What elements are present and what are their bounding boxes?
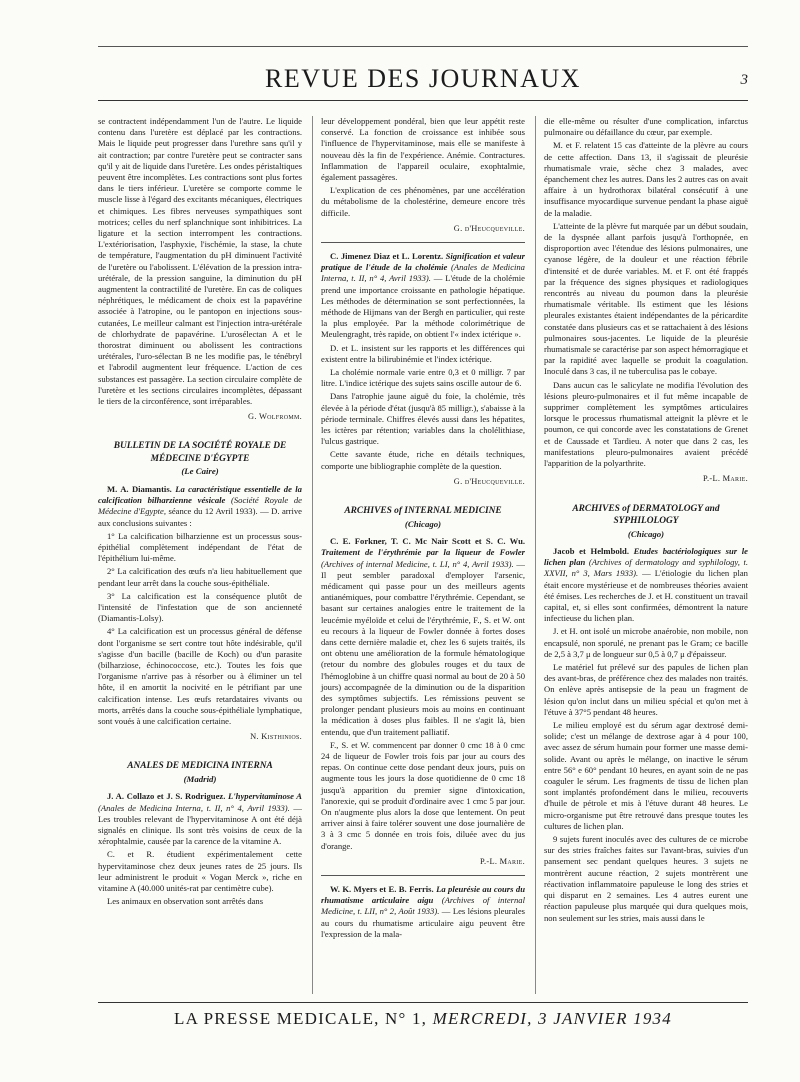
section-location: (Chicago) <box>404 518 442 529</box>
signature: G. Wolfromm. <box>247 412 302 422</box>
journal-title: REVUE DES JOURNAUX <box>265 64 581 93</box>
paragraph: 4° La calcification est un processus général de défense dont l'organisme se sert contre tout hôte indésirable, qu'il s'agisse d'un bacille (bacille de Koch) ou d'un parasite (bilharziose, échinococcose, etc.). Toutes les fois que l'organisme n'arrive pas à résorber ou à éliminer un tel hôte, il en amortit la nocivité en le pétrifiant par une calcification intense. Les œufs retardataires vivants ou morts, arrêtés dans la couche sous-épithéliale lymphatique, sont voués à une calcification certaine. <box>98 626 302 727</box>
article-lead: — L'étude de la cholémie prend une importance croissante en pathologie hépatique. Les méthodes de détermination se sont perfectionnées, la méthode de Hijmans van der Bergh en particulier, qui reste la plus employée. Par la méthode colorimétrique de Meulengraght, très rapide, on obtient l'« index ictérique ». <box>321 273 525 340</box>
page-header <box>98 56 748 101</box>
article-title: La pleurésie au cours du rhumatisme articulaire aigu <box>321 883 525 906</box>
section-location: (Madrid) <box>183 773 217 784</box>
article-header <box>321 884 525 940</box>
article-title: La caractéristique essentielle de la calcification bilharzienne vésicale <box>98 483 302 506</box>
paragraph: F., S. et W. commencent par donner 0 cmc 18 à 0 cmc 24 de liqueur de Fowler trois fois par jour au cours des repas. On continue cette dose pendant deux jours, puis on augmente tous les jours la dose quotidienne de 0 cmc 18 jusqu'à apparition du premier signe d'intoxication, l'anorexie, qui se produit d'ordinaire avec 1 cmc 5 par jour. On n'augmente plus alors la dose que lentement. On peut arriver ainsi à faire tolérer souvent une dose journalière de 3 à 3 cmc 5 donnée en trois fois, diluée avec du jus d'orange. <box>321 739 525 851</box>
section-heading <box>321 505 525 530</box>
section-title: ANALES DE MEDICINA INTERNA <box>127 761 273 772</box>
paragraph: D. et L. insistent sur les rapports et les différences qui existent entre la bilirubinémie et l'index ictérique. <box>321 342 525 364</box>
paragraph: Le matériel fut prélevé sur des papules de lichen plan des avant-bras, de préférence chez des malades non traités. On enlève après antisepsie de la peau un fragment de lésion qu'on inclut dans un milieu spécial et qu'on met à l'étuve à 37°5 pendant 48 heures. <box>544 662 748 717</box>
article-lead: — Il peut sembler paradoxal d'employer l'arsenic, médicament qui passe pour un des meilleurs agents antianémiques, pour combattre l'érythrémie. Cependant, se basant sur certaines analogies entre le traitement de la leucémie myéloïde et celui de l'érythrémie, F., S. et W. ont eu recours à la liqueur de Fowler donnée à fortes doses dans cette dernière maladie et, chez les 6 sujets traités, ils ont obtenu une amélioration de la formule hématologique (retour du nombre des globules rouges et du taux de l'hémoglobine à un chiffre quasi normal au bout de 20 à 50 jours) accompagnée de la diminution ou de la disparition des symptômes subjectifs. Les rémissions peuvent se prolonger pendant plusieurs mois au moins en continuant la médication à doses plus faibles. Il ne s'agit là, bien entendu, que d'un traitement palliatif. <box>321 558 525 737</box>
article-separator <box>321 875 525 876</box>
page-footer <box>98 1002 748 1033</box>
paragraph: die elle-même ou résulter d'une complication, infarctus pulmonaire ou défaillance du cœur, par exemple. <box>544 116 748 138</box>
section-location: (Le Caire) <box>181 466 219 477</box>
article-separator <box>321 242 525 243</box>
top-rule <box>98 46 748 47</box>
paragraph: L'atteinte de la plèvre fut marquée par un début soudain, de la dyspnée allant parfois jusqu'à l'orthopnée, en disproportion avec l'étendue des lésions pulmonaires, une cyanose légère, de la douleur et une réaction fébrile d'intensité et de durée variables. M. et F. ont été frappés par la fréquence des signes physiques et radiologiques rencontrés au niveau du poumon dans la pleurésie rhumatismale véritable. Ils estiment que les lésions pleurales existantes étaient indépendantes de la péricardite constatée dans plusieurs cas et se rattachaient à des lésions pulmonaires sous-jacentes. Le liquide de la pleurésie rhumatismale se caractérise par son aspect hémorragique et par la rapidité avec laquelle se produit la coagulation. Inoculé dans 3 cas, il ne tuberculisa pas le cobaye. <box>544 220 748 377</box>
article-title: Etudes bactériologiques sur le lichen plan <box>544 546 748 568</box>
article-lead: séance du 12 Avril 1933). — D. arrive aux conclusions suivantes : <box>98 506 302 528</box>
article-reference: (Archives of internal Medicine, t. LII, n° 2, Août 1933). <box>321 895 525 917</box>
article-authors: C. E. Forkner, T. C. Mc Nair Scott et S. C. Wu. <box>330 536 525 547</box>
section-heading <box>544 503 748 541</box>
article-reference: (Société Royale de Médecine d'Egypte, <box>98 495 302 517</box>
article-lead: — Les troubles relevant de l'hypervitaminose A ont été déjà signalés en clinique. Ils sont très voisins de ceux de la xérophtalmie, causée par la carence de la vitamine A. <box>98 802 302 847</box>
signature: P.-L. Marie. <box>479 856 525 866</box>
footer-date: MERCREDI, 3 JANVIER <box>432 1009 628 1028</box>
section-heading <box>98 440 302 478</box>
paragraph: 2° La calcification des œufs n'a lieu habituellement que pendant leur arrêt dans la couche sous-épithéliale. <box>98 566 302 588</box>
signature: G. d'Heucqueville. <box>453 223 525 233</box>
paragraph: M. et F. relatent 15 cas d'atteinte de la plèvre au cours de cette affection. Dans 13, il s'agissait de pleurésie rhumatismale vraie, sèche chez 3 malades, avec épanchement chez les autres. Dans les 2 autres cas on avait affaire à un hydrothorax bilatéral consécutif à une insuffisance myocardique survenue pendant la phase aiguë de la maladie. <box>544 140 748 218</box>
paragraph: se contractent indépendamment l'un de l'autre. Le liquide contenu dans l'uretère est déplacé par les contractions. Mais le liquide peut progresser dans l'urethre sans qu'il y ait contraction; par contre l'uretère peut se contracter sans qu'il y ait de liquide dans l'uretère. Les ondes péristaltiques peuvent être incomplètes. Les contractions sont plus fortes dans le tiers inférieur. L'uretère se comporte comme le muscle lisse à l'égard des excitants mécaniques, électriques et chimiques. Les fibres nerveuses sympathiques sont motrices; celles du nerf splanchnique sont inhibitrices. La ligature et la section interrompent les contractions. L'extériorisation, l'asphyxie, l'ischémie, la stase, la chute de température, l'augmentation du pH diminuent l'activité de l'uretère ou l'abolissent. L'élévation de la pression intra-urétérale, de la pression sanguine, la diminution du pH augmentent la contractilité de l'uretère. En cas de coliques néphrétiques, le médicament de choix est la papavérine associée à l'atropine, ou le pantopon en injections sous-cutanées, Le meilleur calmant est l'injection intra-urétérale de chlorhydrate de papavérine. L'urosélectan A et le thorostrat diminuent ou abolissent les contractions urétérales, l'uro-sélectan B ne les modifie pas, le ténébryl et l'abrodil augmentent leur fréquence. L'action de ces substances est passagère. La section circulaire complète de l'uretère et les sections circulaires incomplètes, dépassant le tiers de la circonférence, sont irréparables. <box>98 116 302 407</box>
article-authors: Jacob et Helmbold. <box>553 546 629 556</box>
footer-publication: LA PRESSE MEDICALE, N° 1, <box>174 1009 428 1028</box>
article-lead: — Les lésions pleurales au cours du rhumatisme articulaire aigu peuvent être l'expression de la mala- <box>321 906 525 939</box>
article-authors: C. Jimenez Diaz et L. Lorentz. <box>330 251 444 262</box>
article-title: Signification et valeur pratique de l'étude de la cholémie <box>321 251 525 273</box>
paragraph: J. et H. ont isolé un microbe anaérobie, non mobile, non encapsulé, non sporulé, ne prenant pas le Gram; ce bacille de 2,5 à 3,7 μ de longueur sur 0,5 à 0,7 μ d'épaisseur. <box>544 626 748 659</box>
footer-year: 1934 <box>633 1009 672 1028</box>
article-header <box>544 546 748 624</box>
section-title: ARCHIVES of DERMATOLOGY and SYPHILOLOGY <box>572 503 720 526</box>
paragraph: leur développement pondéral, bien que leur appétit reste conservé. La fonction de croissance est inhibée sous l'influence de l'hypervitaminose, mais elle se manifeste à nouveau dès la fin de l'expérience. Anémie. Contractures. Inflammation de l'appareil oculaire, exophtalmie, également passagères. <box>321 116 525 183</box>
article-authors: J. A. Collazo et J. S. Rodriguez. <box>107 791 226 802</box>
section-title: ARCHIVES of INTERNAL MEDICINE <box>344 506 502 517</box>
article-reference: (Archives of internal Medicine, t. LI, n° 4, Avril 1933). <box>321 558 514 569</box>
article-columns <box>98 116 748 994</box>
section-location: (Chicago) <box>627 528 665 539</box>
page-number: 3 <box>740 72 748 88</box>
paragraph: 9 sujets furent inoculés avec des cultures de ce microbe sur des stries fraîches faites sur l'avant-bras, suivies d'un pansement sec pendant quelques heures. 3 sujets ne montrèrent aucune réaction, 2 sujets montrèrent une réactivation inflammatoire papuleuse le long des stries et qui disparut en 2 semaines. Les 4 autres eurent une réaction papuleuse plus marquée qui dura quelques mois, non seulement sur les stries, mais aussi dans le <box>544 834 748 923</box>
column-1 <box>98 116 302 994</box>
article-reference: (Anales de Medicina Interna, t. II, n° 4, Avril 1933). <box>321 262 525 284</box>
section-heading <box>98 760 302 785</box>
article-authors: W. K. Myers et E. B. Ferris. <box>330 883 434 894</box>
paragraph: Cette savante étude, riche en détails techniques, comporte une bibliographie complète de la question. <box>321 449 525 471</box>
article-title: L'hypervitaminose A <box>228 791 302 802</box>
signature: G. d'Heucqueville. <box>453 476 525 486</box>
article-header <box>98 791 302 847</box>
paragraph: 1° La calcification bilharzienne est un processus sous-épithélial complètement indépendant de l'état de l'épithélium lui-même. <box>98 530 302 564</box>
article-reference: (Archives of dermatology and syphilology, t. XXVII, n° 3, Mars 1933). <box>544 557 748 579</box>
paragraph: Dans l'atrophie jaune aiguë du foie, la cholémie, très élevée à la période d'état (jusqu'à 85 milligr.), s'abaisse à la période terminale. Chiffres élevés aussi dans les hépatites, les ictères par rétention; variables dans la cholélithiase, l'ulcus gastrique. <box>321 391 525 447</box>
paragraph: L'explication de ces phénomènes, par une accélération du métabolisme de la cholestérine, demeure encore très difficile. <box>321 185 525 218</box>
footer-imprint <box>98 1009 748 1029</box>
article-lead: — L'étiologie du lichen plan était encore mystérieuse et de nombreuses théories avaient été émises. Les recherches de J. et H. constituent un travail capital, et, si elles sont confirmées, démontrent la nature infectieuse du lichen plan. <box>544 568 748 624</box>
section-title: BULLETIN DE LA SOCIÉTÉ ROYALE DE MÉDECINE D'ÉGYPTE <box>113 441 287 464</box>
paragraph: Les animaux en observation sont arrêtés dans <box>107 896 264 907</box>
paragraph: 3° La calcification est la conséquence plutôt de l'intensité de l'infestation que de son ancienneté (Diamantis-Lolsy). <box>98 590 302 624</box>
article-header <box>321 536 525 738</box>
column-3 <box>535 116 748 994</box>
paragraph: Le milieu employé est du sérum agar dextrosé demi-solide; c'est un mélange de dextrose agar à 4 pour 100, avec assez de sérum humain pour former une masse demi-solide. Avant ou après le mélange, on inactive le sérum entre 56° e 60° pendant 10 heures, en ayant soin de ne pas coaguler le sérum. Les fragments de tissu de lichen plan sont implantés profondément dans le milieu, recouverts d'huile de pétrole et mis à l'étuve durant 48 heures. Le micro-organisme put être retrouvé dans presque toutes les cultures de lichen plan. <box>544 720 748 831</box>
signature: N. Kisthinios. <box>250 732 302 742</box>
article-authors: M. A. Diamantis. <box>107 483 172 494</box>
column-2 <box>312 116 525 994</box>
article-header <box>321 251 525 341</box>
paragraph: Dans aucun cas le salicylate ne modifia l'évolution des lésions pleuro-pulmonaires et il fut même incapable de supprimer complètement les symptômes articulaires lorsque le processus rhumatismal atteignit la plèvre et le poumon, ce qui concorde avec les constatations de Grenet et de Caussade et Tardieu. A noter que dans 2 cas, les manifestations pleuro-pulmonaires avaient précédé l'apparition de la polyarthrite. <box>544 379 748 469</box>
paragraph: C. et R. étudient expérimentalement cette hypervitaminose chez deux jeunes rates de 25 jours. Ils leur administrent le produit « Vogan Merck », riche en vitamine A (40.000 unités-rat par centimètre cube). <box>98 849 302 894</box>
paragraph: La cholémie normale varie entre 0,3 et 0 milligr. 7 par litre. L'indice ictérique des sujets sains oscille autour de 6. <box>321 367 525 389</box>
article-title: Traitement de l'érythrémie par la liqueur de Fowler <box>321 547 525 558</box>
article-reference: (Anales de Medicina Interna, t. II, n° 4, Avril 1933). <box>98 802 290 813</box>
article-header <box>98 484 302 529</box>
signature: P.-L. Marie. <box>702 474 748 484</box>
